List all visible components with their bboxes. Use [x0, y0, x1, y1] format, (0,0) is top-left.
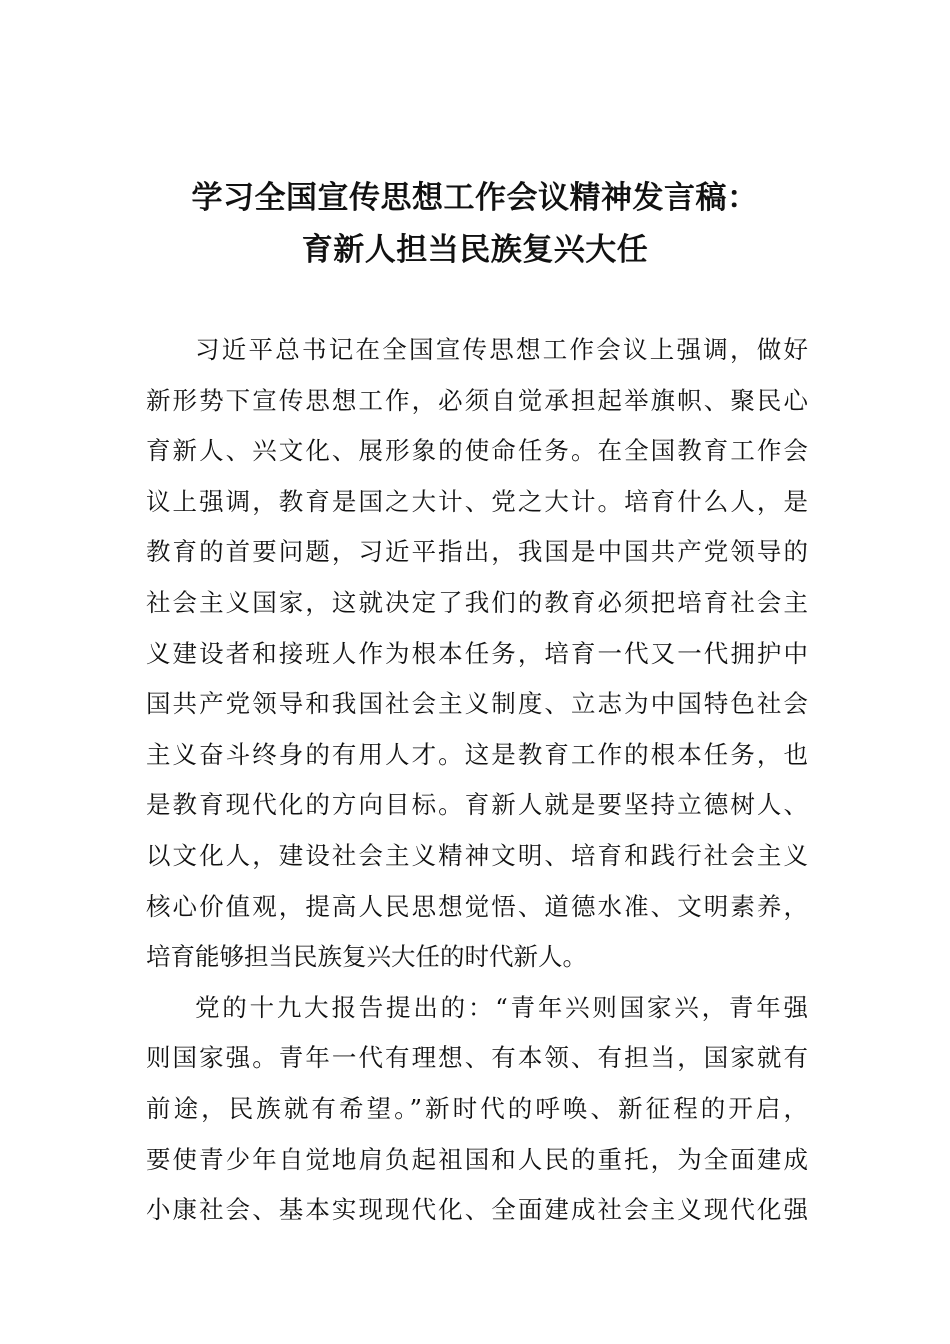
text-line: 议上强调，教育是国之大计、党之大计。培育什么人，是 [146, 486, 808, 516]
document-body [146, 325, 808, 1236]
paragraph-1 [146, 325, 808, 983]
title-line-2: 育新人担当民族复兴大任 [301, 232, 649, 268]
text-line: 核心价值观，提高人民思想觉悟、道德水准、文明素养， [146, 891, 808, 921]
text-line: 国共产党领导和我国社会主义制度、立志为中国特色社会 [146, 689, 808, 719]
text-line: 小康社会、基本实现现代化、全面建成社会主义现代化强 [146, 1195, 808, 1225]
text-line: 主义奋斗终身的有用人才。这是教育工作的根本任务，也 [146, 739, 808, 769]
text-line: 教育的首要问题，习近平指出，我国是中国共产党领导的 [146, 537, 808, 567]
text-line: 党的十九大报告提出的：“青年兴则国家兴，青年强 [195, 992, 808, 1022]
text-line: 是教育现代化的方向目标。育新人就是要坚持立德树人、 [146, 790, 808, 820]
text-line: 则国家强。青年一代有理想、有本领、有担当，国家就有 [146, 1043, 808, 1073]
text-line: 习近平总书记在全国宣传思想工作会议上强调，做好 [195, 335, 808, 364]
text-line: 培育能够担当民族复兴大任的时代新人。 [146, 942, 587, 972]
text-line: 前途，民族就有希望。”新时代的呼唤、新征程的开启， [146, 1093, 808, 1123]
title-line-1: 学习全国宣传思想工作会议精神发言稿： [191, 180, 759, 216]
text-line: 要使青少年自觉地肩负起祖国和人民的重托，为全面建成 [146, 1144, 808, 1174]
text-line: 育新人、兴文化、展形象的使命任务。在全国教育工作会 [146, 436, 808, 466]
text-line: 社会主义国家，这就决定了我们的教育必须把培育社会主 [146, 587, 808, 617]
document-title [0, 172, 950, 276]
text-line: 新形势下宣传思想工作，必须自觉承担起举旗帜、聚民心 [146, 385, 808, 415]
paragraph-2 [146, 983, 808, 1236]
text-line: 义建设者和接班人作为根本任务，培育一代又一代拥护中 [146, 638, 808, 668]
text-line: 以文化人，建设社会主义精神文明、培育和践行社会主义 [146, 840, 808, 870]
